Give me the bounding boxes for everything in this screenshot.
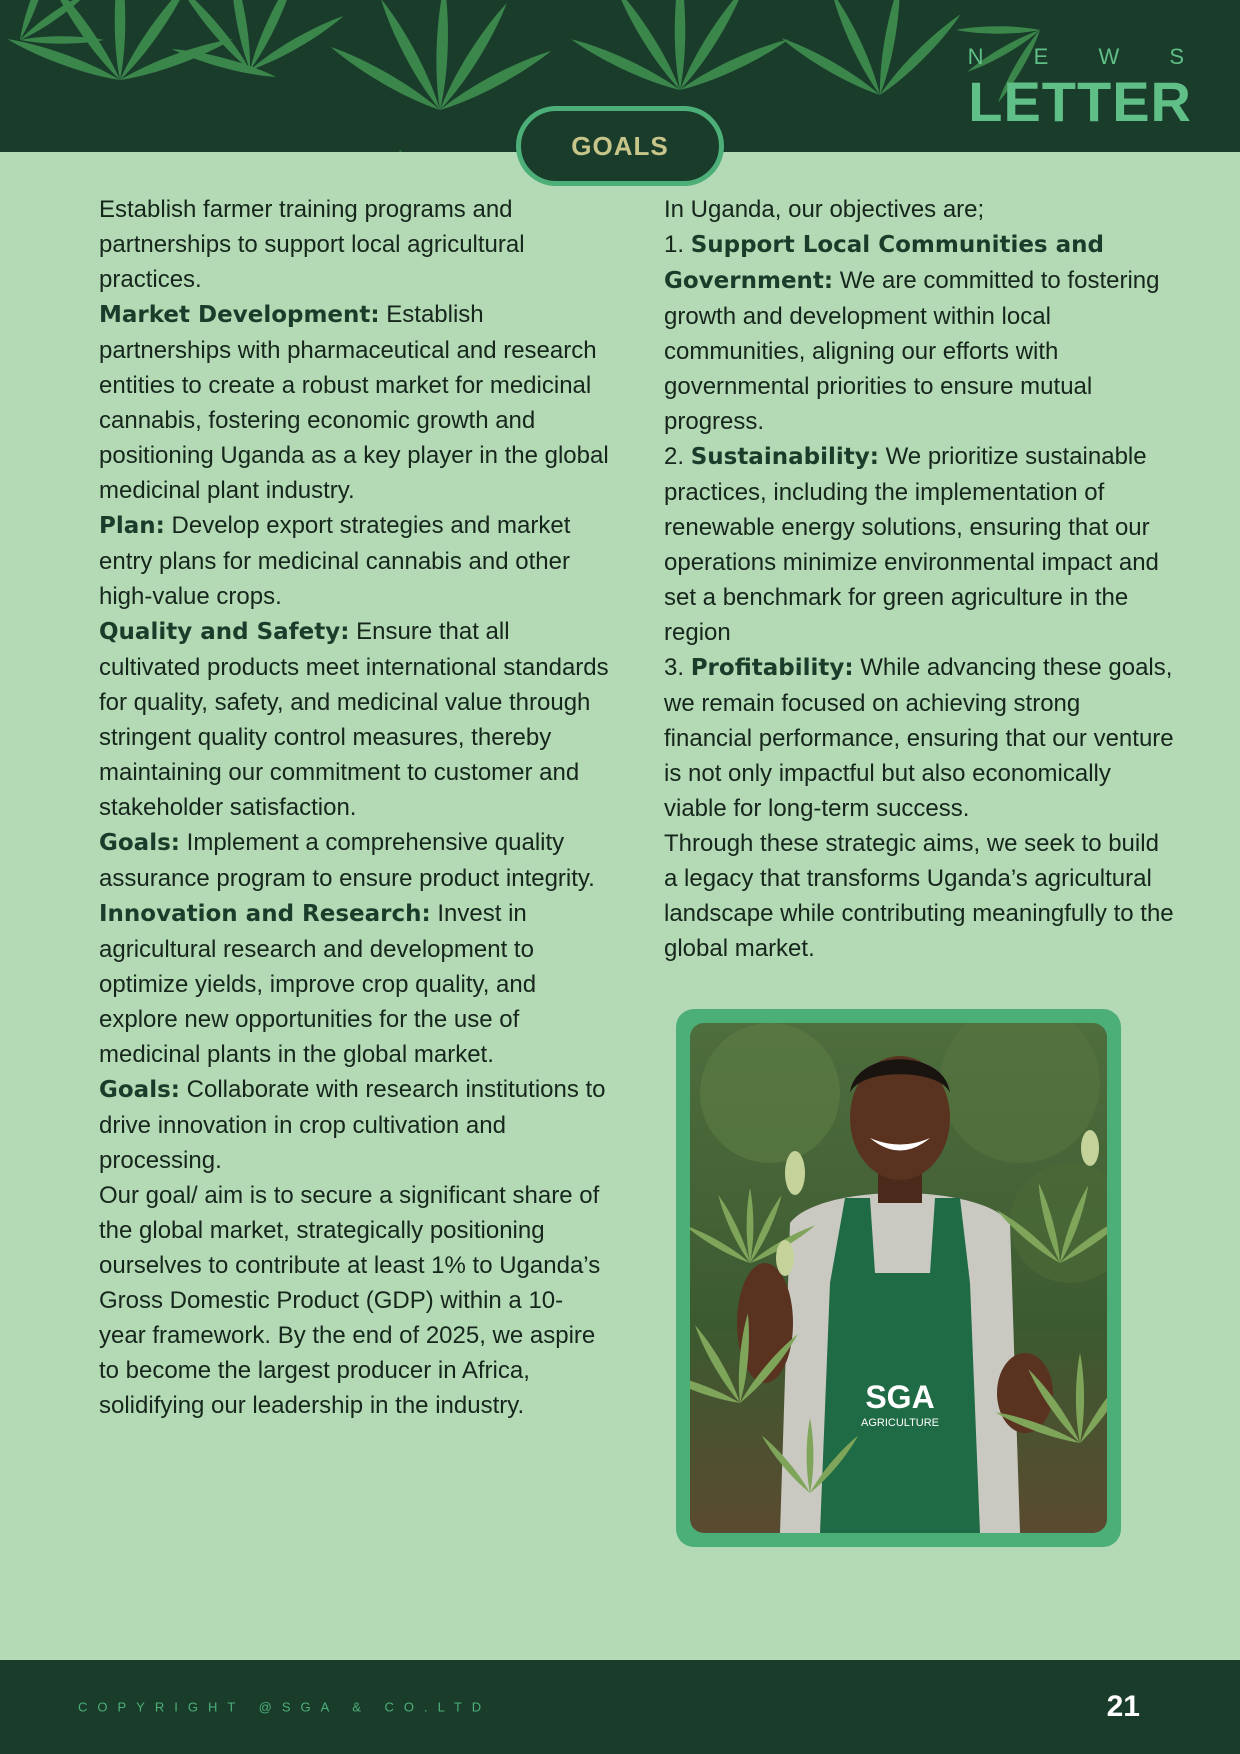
brand-letter: LETTER xyxy=(968,70,1192,133)
farmer-illustration xyxy=(690,1023,1107,1533)
left-closing: Our goal/ aim is to secure a significant share of the global market, strategically positioning ourselves to contribute at least 1% to Uganda’s Gross Domestic Product (GDP) within a 10-year framework. By the end of 2025, we aspire to become the largest producer in Africa, solidifying our leadership in the industry. xyxy=(99,1182,601,1419)
left-column xyxy=(99,192,609,1423)
item-text: Establish partnerships with pharmaceutical and research entities to create a robust market for medicinal cannabis, fostering economic growth and positioning Uganda as a key player in the global medicinal plant industry. xyxy=(99,301,609,504)
item-text: Develop export strategies and market entry plans for medicinal cannabis and other high-value crops. xyxy=(99,512,571,610)
item-label: Market Development: xyxy=(99,302,380,328)
item-label: Plan: xyxy=(99,513,165,539)
overall-logo-sub: AGRICULTURE xyxy=(860,1417,940,1429)
item-label: Goals: xyxy=(99,830,180,856)
right-closing: Through these strategic aims, we seek to build a legacy that transforms Uganda’s agricultural landscape while contributing meaningfully to the global market. xyxy=(664,830,1174,962)
objective-text: While advancing these goals, we remain focused on achieving strong financial performance, ensuring that our venture is not only impactful but also economically viable for long-term success. xyxy=(664,654,1174,822)
section-tab-goals xyxy=(516,106,724,186)
left-item xyxy=(99,297,609,508)
left-item xyxy=(99,1072,609,1178)
left-item xyxy=(99,614,609,825)
footer xyxy=(0,1660,1240,1754)
left-intro: Establish farmer training programs and partnerships to support local agricultural practices. xyxy=(99,196,525,293)
objective-number: 1. xyxy=(664,231,691,258)
newsletter-brand xyxy=(967,44,1206,133)
item-label: Innovation and Research: xyxy=(99,901,431,927)
overall-logo: SGA xyxy=(865,1379,935,1415)
section-tab-label: GOALS xyxy=(571,130,669,161)
item-text: Collaborate with research institutions to drive innovation in crop cultivation and processing. xyxy=(99,1076,606,1174)
objective-label: Support Local Communities and Government: xyxy=(664,232,1104,294)
left-item xyxy=(99,896,609,1072)
brand-news: N E W S xyxy=(967,44,1206,69)
objective-text: We prioritize sustainable practices, including the implementation of renewable energy solutions, ensuring that our operations minimize environmental impact and set a benchmark for green agriculture in the region xyxy=(664,443,1159,646)
item-label: Quality and Safety: xyxy=(99,619,350,645)
farmer-photo xyxy=(690,1023,1107,1533)
objective-item xyxy=(664,227,1174,439)
copyright-text: COPYRIGHT @SGA & CO.LTD xyxy=(78,1699,492,1715)
photo-frame xyxy=(676,1009,1121,1547)
item-text: Implement a comprehensive quality assurance program to ensure product integrity. xyxy=(99,829,595,892)
left-item xyxy=(99,508,609,614)
objective-label: Profitability: xyxy=(690,655,854,681)
item-label: Goals: xyxy=(99,1077,180,1103)
right-column xyxy=(664,192,1174,966)
objective-number: 3. xyxy=(664,654,691,681)
objective-text: We are committed to fostering growth and development within local communities, aligning our efforts with governmental priorities to ensure mutual progress. xyxy=(664,267,1160,435)
page-number: 21 xyxy=(1106,1690,1140,1723)
objective-item xyxy=(664,650,1174,826)
objective-label: Sustainability: xyxy=(690,444,879,470)
left-item xyxy=(99,825,609,896)
item-text: Invest in agricultural research and development to optimize yields, improve crop quality, and explore new opportunities for the use of medicinal plants in the global market. xyxy=(99,900,537,1068)
objective-number: 2. xyxy=(664,443,691,470)
right-intro: In Uganda, our objectives are; xyxy=(664,196,985,223)
objective-item xyxy=(664,439,1174,650)
item-text: Ensure that all cultivated products meet international standards for quality, safety, and medicinal value through stringent quality control measures, thereby maintaining our commitment to customer and stakeholder satisfaction. xyxy=(99,618,609,821)
